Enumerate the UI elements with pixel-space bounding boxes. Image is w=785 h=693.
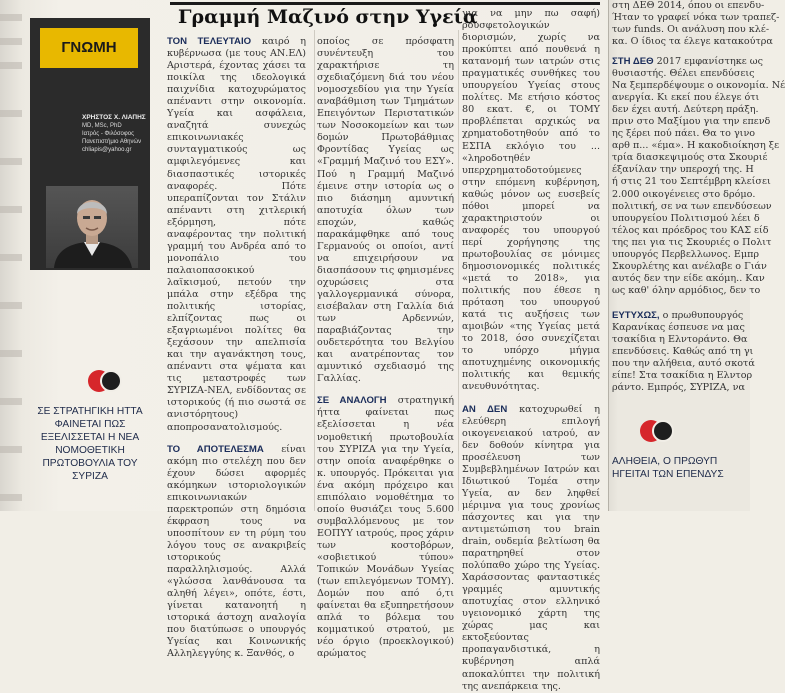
text-line: θυσιαστής. Θέλει επενδύσεις [612,68,755,80]
paragraph-text: είναι ακόμη πιο στελέχη που δεν έχουν δώσει αφορμές ακόμηκων ιστοριολογικών επικοινωνιακών παρεκτροπών στη δημόσια έκφραση τους να υποσπίτουν εν τη ρύμη του λόγου τους σε ανακριβείς ιστορικούς παραλληλισμούς. Αλλά «γλώσσα λανθάνουσα τα αληθή λέγει», οπότε, έστι, γίνεται κατανοητή η ιστορικά άστοχη αναλογία που διατύπωσε ο υπουργός Υγείας και Κοινωνικής Αλληλεγγύης κ. Ξανθός, ο [167,443,306,660]
author-email: chliapis@yahoo.gr [82,147,132,153]
paragraph-lead: ΤΟ ΑΠΟΤΕΛΕΣΜΑ [167,443,264,455]
text-line: Καρανίκας έσπευσε να μας [612,322,745,334]
column-rule [314,30,315,511]
text-line: τέλος και πρόεδρος του ΚΑΣ είδ [612,224,769,236]
top-rule [170,2,600,5]
previous-column-edge [0,0,22,511]
paragraph-text: καιρό η κυβέρνωσα (με τους ΑΝ.ΕΛ) Αριστερά, έχοντας χάσει τα ποικίλα της ιδεολογικά παιχνίδια κατοχυρώματος απέναντι στην οικονομία. Υγεία και ασφάλεια, αναζητά συνεχώς επικοινωνιακές συνταγματικούς ως αμφιλεγόμενες και διασπαστικές ιστορικές αναφορές. Πότε υπεραπίζονται τον Στάλιν απέναντι στη χιτλερική εξόρμηση, πότε αναφέροντας την πολιτική γραμμή του Ανδρέα από το μονοπάλιο του παλαιοπασοκικού λαϊκισμού, πετούν την μπάλα στην εξέδρα της πολιτικής ιστορίας, ελπίζοντας πως οι εξαγριωμένοι πολίτες θα ξεχάσουν την απελπισία και την αγανάκτηση τους, απέναντι στα ψέματα και τις μεταστροφές των ΣΥΡΙΖΑ-ΝΕΛ, ενδίδοντας σε ιστορικούς (ή πιο σωστά σε ανιστόρητους) αποπροσανατολισμούς. [167,36,307,433]
text-line: ως καθ' όλην αρμόδιος, δεν το [612,284,761,296]
text-line: 2.000 οικογένειες στο δρόμο. [612,188,756,200]
text-line: των funds. Οι ανάλυση που κλέ- [612,24,770,36]
author-name: ΧΡΗΣΤΟΣ Χ. ΛΙΑΠΗΣ [82,114,146,121]
adjacent-article-top [612,0,780,48]
author-credentials: MD, MSc, PhD [82,123,122,129]
text-line: ης ξέρει πού πάει. Θα το γινο [612,128,756,140]
text-line: υπουργείου Πολιτισμού λέει δ [612,212,760,224]
author-photo [46,186,138,268]
paragraph-lead: ΣΤΗ ΔΕΘ [612,56,654,67]
paragraph-lead: ΕΥΤΥΧΩΣ, [612,310,660,321]
adjacent-article-body-2 [612,310,762,394]
text-line: έξανίλαν την υπεροχή της. Η [612,164,754,176]
text-line: 2017 εμφανίστηκε ως [653,56,763,67]
text-line: επενδύσεις. Καθώς από τη γι [612,346,754,358]
opinion-sidebar [30,18,150,270]
text-line: είπε! Στα τσακίδια η Ελντορ [612,370,753,382]
text-line: πριν στο Μαξίμου για την επενδ [612,116,771,128]
text-line: ανεργία. Κι εκεί που έλεγε ότι [612,92,760,104]
article-column-3 [462,8,600,692]
text-line: της πει για τις Σκουριές ο Πολιτ [612,236,772,248]
text-line: τσακίδια η Ελντοράντο. Θα [612,334,748,346]
text-line: Σκουρλέτης και ανέλαβε ο Γιάν [612,260,767,272]
article-title: Γραμμή Μαζινό στην Υγεία [178,6,478,28]
text-line: που την αλήθεια, αυτό σκοτά [612,358,755,370]
text-line: ράντο. Εμπρός, ΣΥΡΙΖΑ, να [612,382,745,394]
pull-quote: ΣΕ ΣΤΡΑΤΗΓΙΚΗ ΗΤΤΑ ΦΑΙΝΕΤΑΙ ΠΩΣ ΕΞΕΛΙΣΣΕΤΑΙ Η ΝΕΑ ΝΟΜΟΘΕΤΙΚΗ ΠΡΩΤΟΒΟΥΛΙΑ ΤΟΥ ΣΥΡΙΖΑ [37,406,143,482]
adjacent-article-column [608,0,785,511]
text-line: πολιτική, σε να των επενδύσεων [612,200,772,212]
text-line: δεν έχει αυτή. Δεύτερη πράξη. [612,104,759,116]
article-column-1 [167,36,307,660]
newspaper-logo-icon [88,370,122,392]
paragraph-text: για να μην πω σαφή) ρουσφετολογικών διορισμών, χωρίς να προκύπτει από πουθενά η κατανομή των ιατρών στις πραγματικές συνθήκες του υπουργείου Υγείας στους πολίτες. Με ετήσιο κόστος 80 εκατ. €, οι ΤΟΜΥ προβλέπεται αρχικώς να χρηματοδοτηθούν από το ΕΣΠΑ εκλόγιο του ... «ληροδοτηθέν υπερχρηματοδοτούμενες στην επόμενη κυβέρνηση, καθώς μόνον ως ευσεβείς πόθοι μπορεί να χαρακτηριστούν οι αναφορές του υπουργού περί χορήγησης της πρωτοβουλίας σε μόνιμες δημοσιονομικές πολιτικές «μετά το 2018», για πολιτικής που έθεσε η πρόταση του υπουργού κατά τις αυξήσεις των αμοιβών «της Υγείας μετά το 2018, όσο συνεχίζεται το υπόρχο μήγμα αποτυχημένης οικονομικής πολιτικής και θεμικής ανευθυνότητας. [462,8,600,393]
paragraph-text: στρατηγική ήττα φαίνεται πως εξελίσσεται η νέα νομοθετική πρωτοβουλία του ΣΥΡΙΖΑ για την Υγεία, στην οποία αναφέρθηκε ο κ. υπουργός. Πρόκειται για ένα ακόμη πρόχειρο και επιπόλαιο νομοθέτημα το οποίο θυσιάζει τους 5.600 συμβαλλόμενους με τον ΕΟΠΥΥ ιατρούς, προς χάριν των κοστοβόρων, «σοβιετικού τύπου» Τοπικών Μονάδων Υγείας (των επιλεγόμενων ΤΟΜΥ). Δομών που από ό,τι φαίνεται θα εξυπηρετήσουν απλά το βόλεμα του κομματικού στρατού, με νέο όργιο (προεκλογικού) αρώματος [317,395,454,660]
paragraph-text: οποίος σε πρόσφατη συνέντευξη του χαρακτήρισε τη σχεδιαζόμενη διά του νέου νομοσχεδίου για την Υγεία αναβάθμιση των Τμημάτων Επειγόντων Περιστατικών των Νοσοκομείων και των δομών Πρωτοβάθμιας Φροντίδας Υγείας ως «Γραμμή Μαζινό του ΕΣΥ». Πού η Γραμμή Μαζινό έμεινε στην ιστορία ως ο πιο διάσημη αμυντική αποτυχία όλων των εποχών, καθώς παρακάμφθηκε από τους Γερμανούς οι οποίοι, αντί να επιχειρήσουν να διασπάσουν τις φημισμένες οχυρώσεις στα γαλλογερμανικά σύνορα, εισέβαλαν στη Γαλλία διά των Αρδεννών, παραβιάζοντας την ουδετερότητα του Βελγίου και ανατρέποντας τον αμυντικό σχεδιασμό της Γαλλίας. [317,36,454,385]
text-line: Να ξεμπερδέψουμε ο οικονομία. Νέ [612,80,785,92]
text-line: ή στις 21 του Σεπτέμβρη κλείσει [612,176,771,188]
paragraph-lead: ΤΟΝ ΤΕΛΕΥΤΑΙΟ [167,36,252,47]
text-line: κα. Ο ίδιος τα έλεγε κατακούτρα [612,36,773,48]
article-column-2 [317,36,454,660]
text-line: ο πρωθυπουργός [659,310,744,321]
text-line: στη ΔΕΘ 2014, όπου οι επενδυ- [612,0,765,11]
newspaper-logo-icon [640,420,674,442]
paragraph-lead: ΑΝ ΔΕΝ [462,403,508,415]
text-line: αρθ π... «έμα». Η κακοδιοίκηση ξε [612,140,780,152]
text-line: τρία διασκεψιμούς στα Σκουριέ [612,152,768,164]
author-info [82,114,146,154]
text-line: αυτός δεν την είδε ακόμη.. Καν [612,272,765,284]
section-label: ΓΝΩΜΗ [40,28,138,68]
column-rule [458,30,459,511]
text-line: υπουργός Περβελλωνος. Εμπρ [612,248,760,260]
paragraph-lead: ΣΕ ΑΝΑΛΟΓΗ [317,395,387,407]
adjacent-article-body [612,56,785,297]
author-role: Ιατρός - Φιλόσοφος [82,131,135,137]
author-affiliation: Πανεπιστήμιο Αθηνών [82,139,142,145]
text-line: Ήταν το γραφεί νόκα των τραπεζ- [612,12,780,24]
paragraph-text: κατοχυρωθεί η ελεύθερη επιλογή οικογενειακού ιατρού, αν δεν δοθούν κίνητρα για προσέλευση των Συμβεβλημένων Ιατρών και Ιδιωτικού Τομέα στην Υγεία, αν δεν ληφθεί μέριμνα για τους χρονίως πάσχοντες και για την αντιμετώπιση του brain drain, ουδεμία βελτίωση θα παρατηρηθεί στον πολύπαθο χώρο της Υγείας. Χαράσσοντας φανταστικές γραμμές αμυντικής αποτυχίας στον ελληνικό υγειονομικό χάρτη της χώρας μας και εκτοξεύοντας προπαγανδιστικά, η κυβέρνηση απλά αποκαλύπτει την πολιτική της ανεπάρκεια της. [462,403,600,692]
adjacent-pull-quote: ΑΛΗΘΕΙΑ, Ο ΠΡΩΘΥΠ ΗΓΕΙΤΑΙ ΤΩΝ ΕΠΕΝΔΥΣ [612,456,724,480]
